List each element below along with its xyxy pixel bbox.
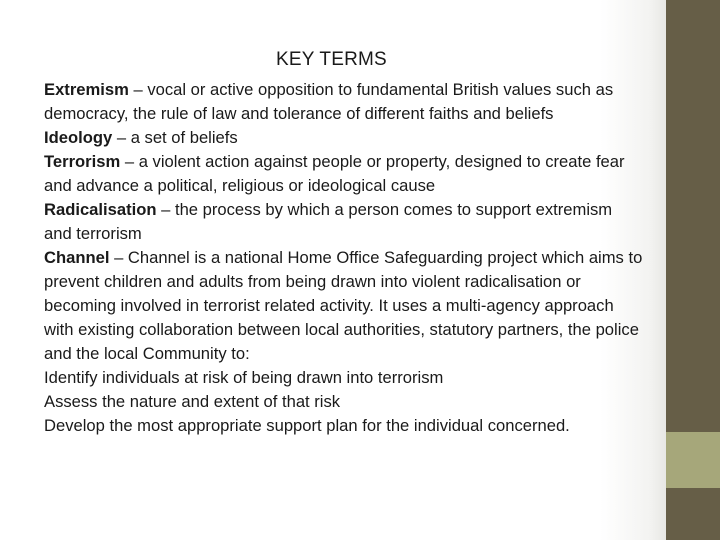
term-name: Extremism xyxy=(44,80,129,99)
term-terrorism xyxy=(44,150,644,198)
decorative-sidebar xyxy=(666,0,720,540)
term-ideology xyxy=(44,126,644,150)
term-name: Channel xyxy=(44,248,110,267)
sidebar-dark-band xyxy=(666,0,720,432)
term-name: Terrorism xyxy=(44,152,121,171)
term-definition: Channel is a national Home Office Safeguarding project which aims to prevent children and adults from being drawn into violent radicalisation or becoming involved in terrorist related activity. It uses a multi-agency approach with existing collaboration between local authorities, statutory partners, the police and the local Community to: xyxy=(44,248,643,363)
term-extremism xyxy=(44,78,644,126)
term-definition: vocal or active opposition to fundamental British values such as democracy, the rule of law and tolerance of different faiths and beliefs xyxy=(44,80,614,123)
term-separator: – xyxy=(109,248,128,267)
channel-step-develop: Develop the most appropriate support plan for the individual concerned. xyxy=(44,416,570,435)
channel-step-assess: Assess the nature and extent of that risk xyxy=(44,392,341,411)
term-separator: – xyxy=(112,128,131,147)
key-terms-body xyxy=(44,78,644,438)
term-channel xyxy=(44,246,644,366)
term-definition: a violent action against people or property, designed to create fear and advance a political, religious or ideological cause xyxy=(44,152,625,195)
term-separator: – xyxy=(128,80,148,99)
sidebar-light-band xyxy=(666,432,720,488)
slide-title: KEY TERMS xyxy=(276,49,387,70)
term-definition: a set of beliefs xyxy=(130,128,238,147)
term-radicalisation xyxy=(44,198,644,246)
term-name: Ideology xyxy=(44,128,113,147)
channel-step-identify: Identify individuals at risk of being drawn into terrorism xyxy=(44,368,444,387)
term-separator: – xyxy=(120,152,139,171)
term-separator: – xyxy=(156,200,175,219)
sidebar-bottom-band xyxy=(666,488,720,540)
term-definition: the process by which a person comes to support extremism and terrorism xyxy=(44,200,613,243)
term-name: Radicalisation xyxy=(44,200,157,219)
